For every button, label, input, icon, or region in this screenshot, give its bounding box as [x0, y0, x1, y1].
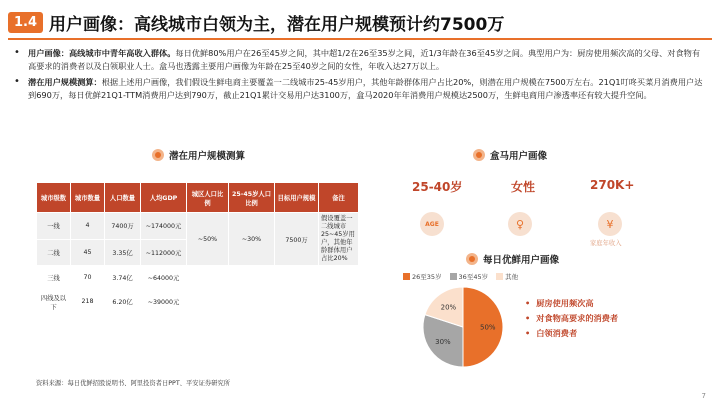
income-label: 家庭年收入 — [590, 240, 622, 247]
table-cell: 45 — [71, 239, 105, 266]
money-bag-icon: ¥ — [598, 212, 622, 236]
table-cell: ~112000元 — [141, 239, 187, 266]
legend-swatch — [403, 273, 410, 280]
bullet-circle-icon — [473, 149, 485, 161]
table-cell: 6.20亿 — [105, 290, 141, 314]
left-panel-title: 潜在用户规模测算 — [152, 148, 245, 162]
table-cell-note: 假设覆盖一二线城市25~45岁用户，其他年龄群体用户占比20% — [319, 213, 359, 266]
pie-chart — [418, 282, 508, 372]
table-row — [37, 266, 359, 290]
table-row — [37, 290, 359, 314]
trait-list — [525, 296, 618, 341]
table-cell: 7400万 — [105, 213, 141, 240]
pie-slice-label: 20% — [440, 303, 457, 312]
bullet-text: 每日优鲜80%用户在26至45岁之间，其中超1/2在26至35岁之间，近1/3年龄在36至45岁之间。典型用户为：厨房使用频次高的父母、对食物有高要求的消费者以及白领职业人士。盒马也透露主要用户画像为年龄在25至40岁之间的女性，年收入达27万以上。 — [28, 48, 701, 71]
age-icon: AGE — [420, 212, 444, 236]
table-cell: 3.74亿 — [105, 266, 141, 290]
table-cell-target-size: 7500万 — [275, 213, 319, 266]
table-header-cell: 25-45岁人口比例 — [229, 183, 275, 213]
legend-item: 26至35岁 — [403, 272, 442, 281]
table-cell: ~39000元 — [141, 290, 187, 314]
table-cell: 218 — [71, 290, 105, 314]
table-cell: 三线 — [37, 266, 71, 290]
table-cell: 二线 — [37, 239, 71, 266]
female-icon: ♀ — [508, 212, 532, 236]
bullet-list — [28, 47, 708, 105]
table-header-cell: 城区人口比例 — [187, 183, 229, 213]
legend-swatch — [496, 273, 503, 280]
stat-income: 270K+ — [590, 178, 635, 192]
table-header-cell: 目标用户规模 — [275, 183, 319, 213]
table-header-row — [37, 183, 359, 213]
table-header-cell: 备注 — [319, 183, 359, 213]
table-header-cell: 城市级数 — [37, 183, 71, 213]
table-header-cell: 人口数量 — [105, 183, 141, 213]
table-cell: 70 — [71, 266, 105, 290]
stat-gender: 女性 — [511, 180, 536, 194]
section-number: 1.4 — [8, 12, 43, 33]
trait-item: • 白领消费者 — [525, 326, 618, 341]
bullet-lead: 潜在用户规模测算： — [28, 77, 102, 87]
bullet-lead: 用户画像：高线城市中青年高收入群体。 — [28, 48, 176, 58]
table-header-cell: 城市数量 — [71, 183, 105, 213]
legend-swatch — [450, 273, 457, 280]
table-cell-age-ratio: ~30% — [229, 213, 275, 266]
pie-title: 每日优鲜用户画像 — [466, 252, 559, 266]
bullet-user-profile — [28, 47, 708, 72]
table-cell: 四线及以下 — [37, 290, 71, 314]
legend-item: 其他 — [496, 272, 518, 281]
table-cell: 3.35亿 — [105, 239, 141, 266]
slide-header — [8, 6, 712, 40]
pie-slice-label: 30% — [435, 338, 451, 347]
trait-item: • 对食物高要求的消费者 — [525, 311, 618, 326]
table-cell: ~64000元 — [141, 266, 187, 290]
trait-item: • 厨房使用频次高 — [525, 296, 618, 311]
user-scale-table — [36, 182, 359, 314]
table-header-cell: 人均GDP — [141, 183, 187, 213]
table-row — [37, 213, 359, 240]
pie-legend — [403, 272, 518, 281]
stat-age: 25-40岁 — [412, 180, 463, 194]
bullet-circle-icon — [466, 253, 478, 265]
table-cell: 一线 — [37, 213, 71, 240]
slide-title: 用户画像：高线城市白领为主，潜在用户规模预计约7500万 — [49, 14, 505, 35]
table-cell: 4 — [71, 213, 105, 240]
pie-slice-label: 50% — [480, 323, 496, 332]
right-panel-title: 盒马用户画像 — [473, 148, 547, 162]
legend-item: 36至45岁 — [450, 272, 489, 281]
source-note: 资料来源：每日优鲜招股说明书、阿里投资者日PPT、平安证券研究所 — [36, 380, 231, 387]
table-cell-urban-ratio: ~50% — [187, 213, 229, 266]
bullet-text: 根据上述用户画像，我们假设生鲜电商主要覆盖一二线城市25-45岁用户，其他年龄群体用户占比20%，则潜在用户规模在7500万左右。21Q1叮咚买菜月消费用户达到690万，每日优鲜21Q1-TTM消费用户达到790万，截止21Q1累计交易用户达3100万，盒马2020年年消费用户规模达2500万，生鲜电商用户渗透率还有较大提升空间。 — [28, 77, 703, 100]
bullet-circle-icon — [152, 149, 164, 161]
page-number: 7 — [701, 392, 706, 400]
bullet-user-scale — [28, 76, 708, 101]
table-cell: ~174000元 — [141, 213, 187, 240]
